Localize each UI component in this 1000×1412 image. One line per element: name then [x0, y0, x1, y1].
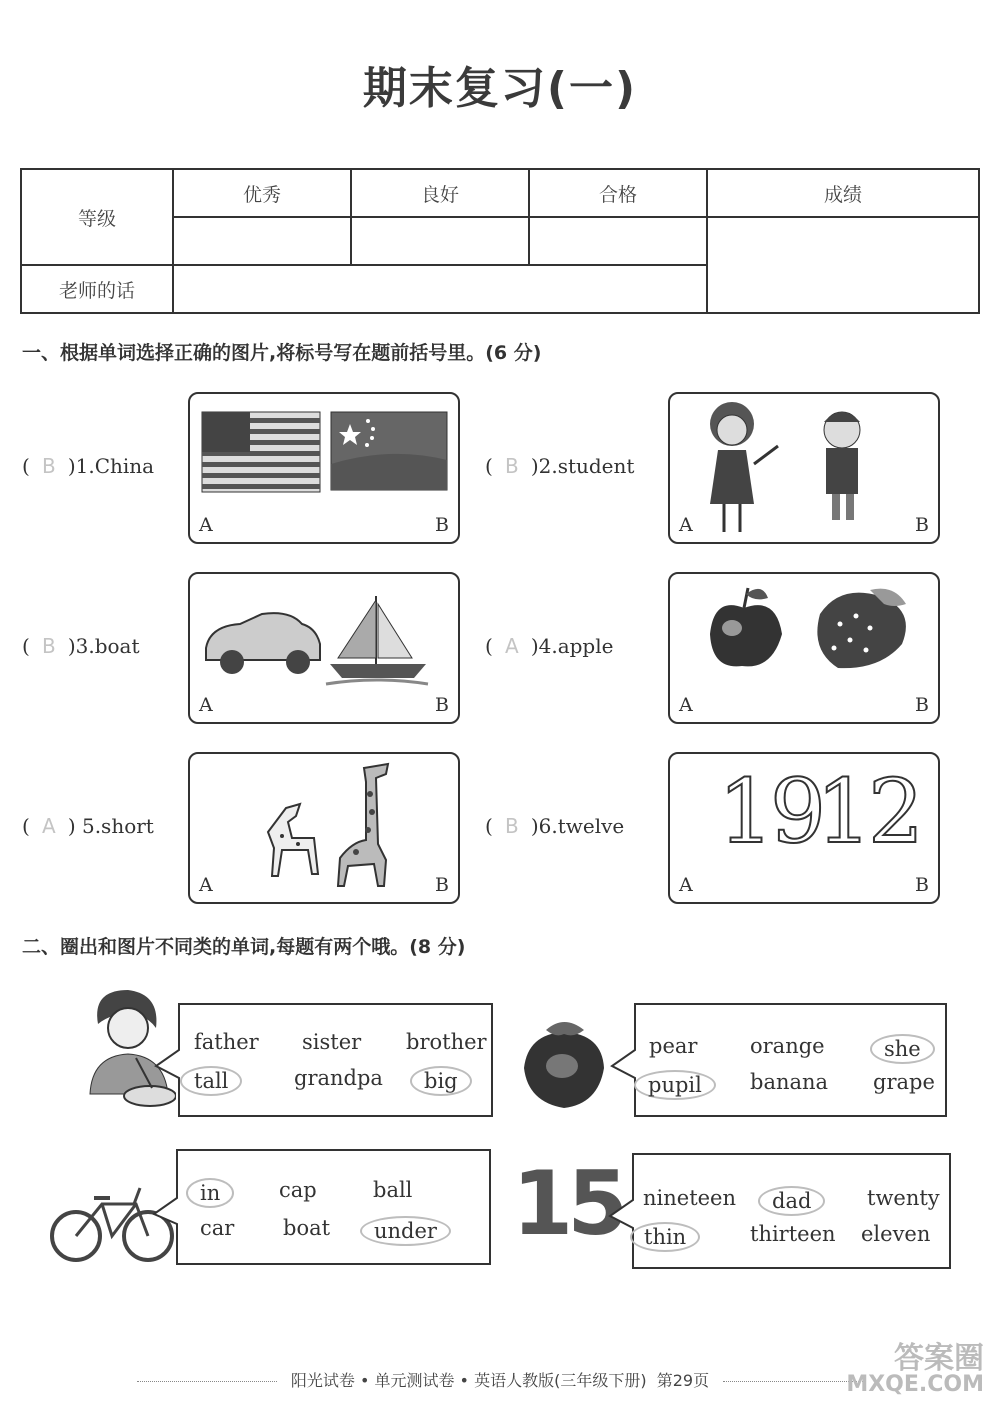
- word-grandpa[interactable]: grandpa: [294, 1066, 383, 1090]
- word-brother[interactable]: brother: [406, 1030, 487, 1054]
- question-3-word: )3.boat: [67, 634, 140, 658]
- tall-giraffe-icon: [338, 764, 388, 886]
- question-3-picture: [188, 572, 460, 724]
- word-twenty[interactable]: twenty: [867, 1186, 940, 1210]
- footer-dots-right: [723, 1381, 863, 1382]
- short-giraffe-icon: [268, 804, 318, 876]
- question-6-word: )6.twelve: [530, 814, 625, 838]
- pass-cell[interactable]: [529, 217, 707, 265]
- question-5-word: ) 5.short: [67, 814, 154, 838]
- number-12: 12: [816, 760, 920, 863]
- question-1-word: )1.China: [67, 454, 155, 478]
- good-label: 良好: [351, 169, 529, 217]
- score-label: 成绩: [707, 169, 979, 217]
- word-bubble-1: [154, 1002, 494, 1118]
- option-b-label: B: [435, 874, 449, 896]
- question-6-picture: [668, 752, 940, 904]
- option-b-label: B: [915, 514, 929, 536]
- teacher-student-image: [670, 394, 938, 542]
- answer-6[interactable]: B: [504, 814, 519, 838]
- giraffes-image: [190, 754, 458, 902]
- word-cap[interactable]: cap: [279, 1178, 317, 1202]
- word-ball[interactable]: ball: [373, 1178, 413, 1202]
- option-a-label: A: [679, 514, 693, 536]
- answer-2[interactable]: B: [504, 454, 519, 478]
- page-title: 期末复习(一): [362, 63, 638, 114]
- option-a-label: A: [199, 874, 213, 896]
- level-label: 等级: [21, 169, 173, 265]
- china-flag-icon: [331, 412, 447, 490]
- question-3: ( B )3.boat: [22, 634, 140, 658]
- option-b-label: B: [915, 694, 929, 716]
- question-2: ( B )2.student: [485, 454, 635, 478]
- good-cell[interactable]: [351, 217, 529, 265]
- number-19: 19: [718, 760, 822, 863]
- strawberry-icon: [518, 1012, 610, 1112]
- word-nineteen[interactable]: nineteen: [643, 1186, 737, 1210]
- apple-strawberry-image: [670, 574, 938, 722]
- teacher-comment-label: 老师的话: [21, 265, 173, 313]
- option-b-label: B: [915, 874, 929, 896]
- footer-text: 阳光试卷 • 单元测试卷 • 英语人教版(三年级下册): [290, 1371, 647, 1390]
- car-boat-image: [190, 574, 458, 722]
- word-boat[interactable]: boat: [283, 1216, 331, 1240]
- question-4-word: )4.apple: [530, 634, 614, 658]
- excellent-cell[interactable]: [173, 217, 351, 265]
- question-5: ( A ) 5.short: [22, 814, 154, 838]
- strawberry-icon: [817, 589, 906, 669]
- watermark-top: 答案圈: [894, 1341, 984, 1376]
- grade-table: [20, 168, 980, 314]
- word-pear[interactable]: pear: [649, 1034, 698, 1058]
- page-number: 第29页: [656, 1371, 710, 1390]
- answer-1[interactable]: B: [41, 454, 56, 478]
- word-orange[interactable]: orange: [750, 1034, 825, 1058]
- option-a-label: A: [199, 514, 213, 536]
- word-dad-circled[interactable]: dad: [758, 1186, 825, 1216]
- word-sister[interactable]: sister: [302, 1030, 362, 1054]
- number-15-picture: 15: [512, 1152, 623, 1255]
- watermark-logo: [846, 1341, 984, 1397]
- option-b-label: B: [435, 694, 449, 716]
- footer-dots-left: [137, 1381, 277, 1382]
- answer-5[interactable]: A: [41, 814, 56, 838]
- word-thirteen[interactable]: thirteen: [750, 1222, 836, 1246]
- question-1: ( B )1.China: [22, 454, 155, 478]
- option-a-label: A: [199, 694, 213, 716]
- pass-label: 合格: [529, 169, 707, 217]
- usa-flag-icon: [202, 412, 320, 492]
- section1-heading: 一、根据单词选择正确的图片,将标号写在题前括号里。(6 分): [22, 342, 542, 364]
- answer-4[interactable]: A: [504, 634, 519, 658]
- word-under-circled[interactable]: under: [360, 1216, 451, 1246]
- question-4: ( A )4.apple: [485, 634, 614, 658]
- sailboat-icon: [326, 596, 428, 684]
- student-icon: [824, 412, 860, 520]
- answer-3[interactable]: B: [41, 634, 56, 658]
- question-4-picture: [668, 572, 940, 724]
- teacher-comment-cell[interactable]: [173, 265, 707, 313]
- watermark-bottom: MXQE.COM: [846, 1372, 984, 1397]
- score-cell[interactable]: [707, 217, 979, 313]
- option-a-label: A: [679, 874, 693, 896]
- word-pupil-circled[interactable]: pupil: [634, 1070, 716, 1100]
- word-she-circled[interactable]: she: [870, 1034, 935, 1064]
- word-tall-circled[interactable]: tall: [180, 1066, 242, 1096]
- section2-heading: 二、圈出和图片不同类的单词,每题有两个哦。(8 分): [22, 936, 466, 958]
- question-5-picture: [188, 752, 460, 904]
- car-icon: [206, 613, 320, 674]
- word-eleven[interactable]: eleven: [861, 1222, 931, 1246]
- apple-icon: [710, 588, 782, 666]
- word-thin-circled[interactable]: thin: [630, 1222, 700, 1252]
- option-b-label: B: [435, 514, 449, 536]
- word-in-circled[interactable]: in: [186, 1178, 234, 1208]
- question-2-word: )2.student: [530, 454, 635, 478]
- option-a-label: A: [679, 694, 693, 716]
- teacher-icon: [710, 402, 778, 532]
- word-father[interactable]: father: [194, 1030, 259, 1054]
- excellent-label: 优秀: [173, 169, 351, 217]
- word-big-circled[interactable]: big: [410, 1066, 472, 1096]
- question-1-picture: [188, 392, 460, 544]
- word-banana[interactable]: banana: [750, 1070, 829, 1094]
- question-2-picture: [668, 392, 940, 544]
- word-grape[interactable]: grape: [873, 1070, 935, 1094]
- flags-image: [190, 394, 458, 542]
- word-car[interactable]: car: [200, 1216, 235, 1240]
- question-6: ( B )6.twelve: [485, 814, 625, 838]
